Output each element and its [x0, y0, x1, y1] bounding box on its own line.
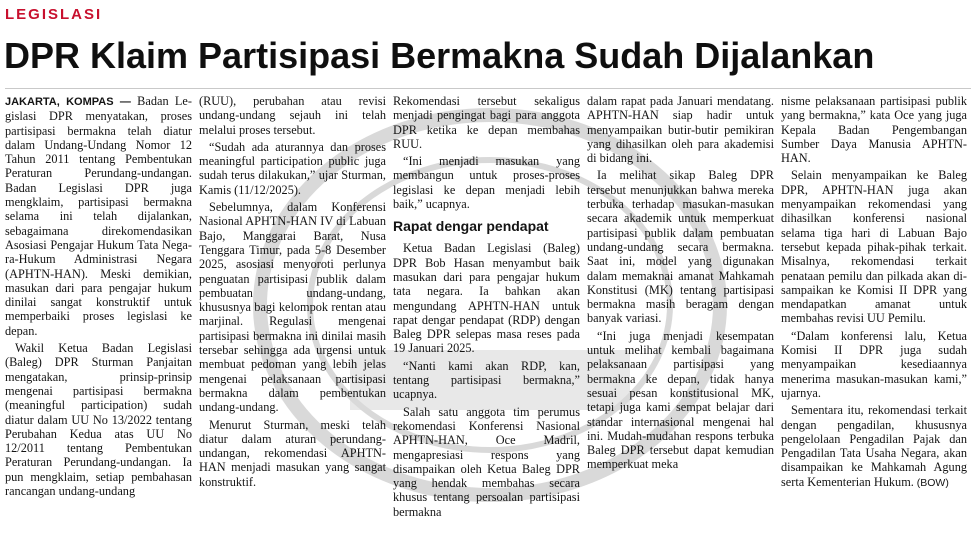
dateline: JAKARTA, KOMPAS — — [5, 96, 131, 108]
article-body — [5, 94, 967, 544]
paragraph-text: Ketua Badan Legislasi (Baleg) DPR Bob Hasan menyambut baik masukan dari para pengajar hukum tata negara. Ia bahkan akan mengundang APHTN-HAN untuk rapat dengar pendapat (RDP) dengan Baleg DPR selepas masa reses pada 19 Januari 2025. — [393, 241, 580, 356]
article-paragraph — [199, 94, 386, 137]
article-paragraph — [587, 168, 774, 325]
paragraph-text: “Ini menjadi masukan yang membangun untuk proses-proses legislasi ke depan menjadi lebih baik,” ucapnya. — [393, 154, 580, 212]
article-column-3 — [393, 94, 580, 544]
paragraph-text: “Nanti kami akan RDP, kan, tentang partisipasi bermakna,” ucapnya. — [393, 358, 580, 402]
article-paragraph — [393, 154, 580, 211]
article-column-1 — [5, 94, 192, 544]
paragraph-text: Rekomendasi tersebut sekaligus menjadi pengingat bagi para anggota DPR ketika ke depan membahas RUU. — [393, 94, 580, 151]
article-paragraph — [199, 418, 386, 489]
article-paragraph — [781, 168, 967, 325]
article-paragraph — [5, 341, 192, 498]
paragraph-text: Wakil Ketua Badan Legislasi (Baleg) DPR Sturman Panjaitan mengatakan, prinsip-prinsip mengenai partisipasi bermakna (meaningful participation) sudah diatur dalam UU No 13/2022 tentang Perubahan Kedua atas UU No 12/2011 tentang Pembentukan Peraturan Perundang-undangan. Ia pun mengklaim, setiap pembahasan rancangan undang-undang — [5, 341, 192, 499]
article-column-5 — [781, 94, 967, 544]
article-paragraph — [587, 329, 774, 472]
section-rubric: LEGISLASI — [5, 6, 103, 23]
paragraph-text: Badan Legislasi DPR menyatakan, proses partisipasi bermakna telah diatur dalam Undang-Undang Nomor 12 Tahun 2011 tentang Pembentukan Peraturan Perundang-undangan. Badan Legislasi DPR juga mengklaim, partisipasi bermakna selama ini telah dijalankan, sebagaimana direkomendasikan Asosiasi Pengajar Hukum Tata Negara-Hukum Administrasi Negara (APHTN-HAN). Meski demikian, masukan dari para pengajar hukum dinilai sangat konstruktif untuk memperbaiki proses legislasi ke depan. — [5, 94, 192, 338]
article-paragraph — [781, 329, 967, 400]
article-column-4 — [587, 94, 774, 544]
paragraph-text: dalam rapat pada Januari mendatang. APHTN-HAN siap hadir untuk menyampaikan butir-butir pemikiran yang dihasilkan oleh para akademisi di bidang ini. — [587, 94, 774, 166]
headline-divider — [5, 88, 971, 89]
paragraph-text: Ia melihat sikap Baleg DPR tersebut menunjukkan bahwa mereka terbuka terhadap masukan-masukan secara akademik untuk memperkuat partisipasi publik dalam pembuatan undang-undang secara bermakna. Saat ini, model yang digunakan dalam memaknai amanat Mahkamah Konstitusi (MK) tentang partisipasi bermakna masih beragam dengan banyak variasi. — [587, 168, 774, 326]
paragraph-text: “Sudah ada aturannya dan proses meaningful participation public juga sudah terus dilakukan,” ujar Sturman, Kamis (11/12/2025). — [199, 139, 386, 197]
article-paragraph — [781, 94, 967, 165]
article-paragraph — [199, 140, 386, 197]
article-column-2 — [199, 94, 386, 544]
article-paragraph — [393, 241, 580, 355]
paragraph-text: (RUU), perubahan atau revisi undang-undang sejauh ini telah melalui proses tersebut. — [199, 94, 386, 137]
article-paragraph — [587, 94, 774, 165]
paragraph-text: Sementara itu, rekomendasi terkait dengan pengadilan, khususnya pengelolaan Pengadilan Pajak dan Pengadilan Tata Usaha Negara, akan disampaikan ke Mahkamah Agung serta Kementerian Hukum. — [781, 403, 967, 489]
paragraph-text: Sebelumnya, dalam Konferensi Nasional APHTN-HAN IV di Labuan Bajo, Manggarai Barat, Nusa Tenggara Timur, pada 5-8 Desember 2025, asosiasi menyoroti perlunya penguatan partisipasi publik dalam pembuatan undang-undang, khususnya bagi kelompok rentan atau marjinal. Regulasi mengenai partisipasi bermakna ini dinilai masih tersebar sehingga ada urgensi untuk membuat pedoman yang lebih jelas mengenai pelaksanaan partisipasi bermakna dalam pembentukan undang-undang. — [199, 200, 386, 415]
paragraph-text: “Dalam konferensi lalu, Ketua Komisi II DPR juga sudah menyampaikan kesediaannya menerima masukan-masukan kami,” ujarnya. — [781, 328, 967, 400]
article-headline: DPR Klaim Partisipasi Bermakna Sudah Dijalankan — [4, 35, 875, 76]
article-paragraph — [199, 200, 386, 414]
paragraph-text: Salah satu anggota tim perumus rekomendasi Konferensi Nasional APHTN-HAN, Oce Madril, mengapresiasi respons yang disampaikan oleh Ketua Baleg DPR yang hendak membahas secara khusus tentang persoalan partisipasi bermakna — [393, 404, 580, 519]
paragraph-text: Menurut Sturman, meski telah diatur dalam aturan perundang-undangan, rekomendasi APHTN-HAN menjadi masukan yang sangat konstruktif. — [199, 417, 386, 489]
author-initials: (BOW) — [913, 476, 949, 489]
article-paragraph — [393, 405, 580, 519]
article-paragraph — [5, 94, 192, 338]
section-subheading: Rapat dengar pendapat — [393, 218, 549, 235]
article-paragraph — [393, 359, 580, 402]
paragraph-text: Selain menyampaikan ke Baleg DPR, APHTN-HAN juga akan menyampaikan rekomendasi yang dihasilkan konferensi nasional selama tiga hari di Labuan Bajo tersebut kepada pihak-pihak terkait. Misalnya, rekomendasi terkait penataan pemilu dan pilkada akan disampaikan ke Komisi II DPR yang mendapatkan amanat untuk membahas revisi UU Pemilu. — [781, 168, 967, 326]
paragraph-text: nisme pelaksanaan partisipasi publik yang bermakna,” kata Oce yang juga Kepala Badan Pengembangan Sumber Daya Manusia APHTN-HAN. — [781, 94, 967, 166]
article-paragraph — [781, 403, 967, 490]
article-paragraph — [393, 94, 580, 151]
paragraph-text: “Ini juga menjadi kesempatan untuk melihat kembali bagaimana pelaksanaan partisipasi yang bermakna ke depan, tidak hanya sesuai pesan konstitusional MK, tetapi juga kami sempat belajar dari standar internasional mengenai hal ini. Mudah-mudahan respons terbuka Baleg DPR tersebut dapat kemudian memperkuat meka — [587, 328, 774, 472]
